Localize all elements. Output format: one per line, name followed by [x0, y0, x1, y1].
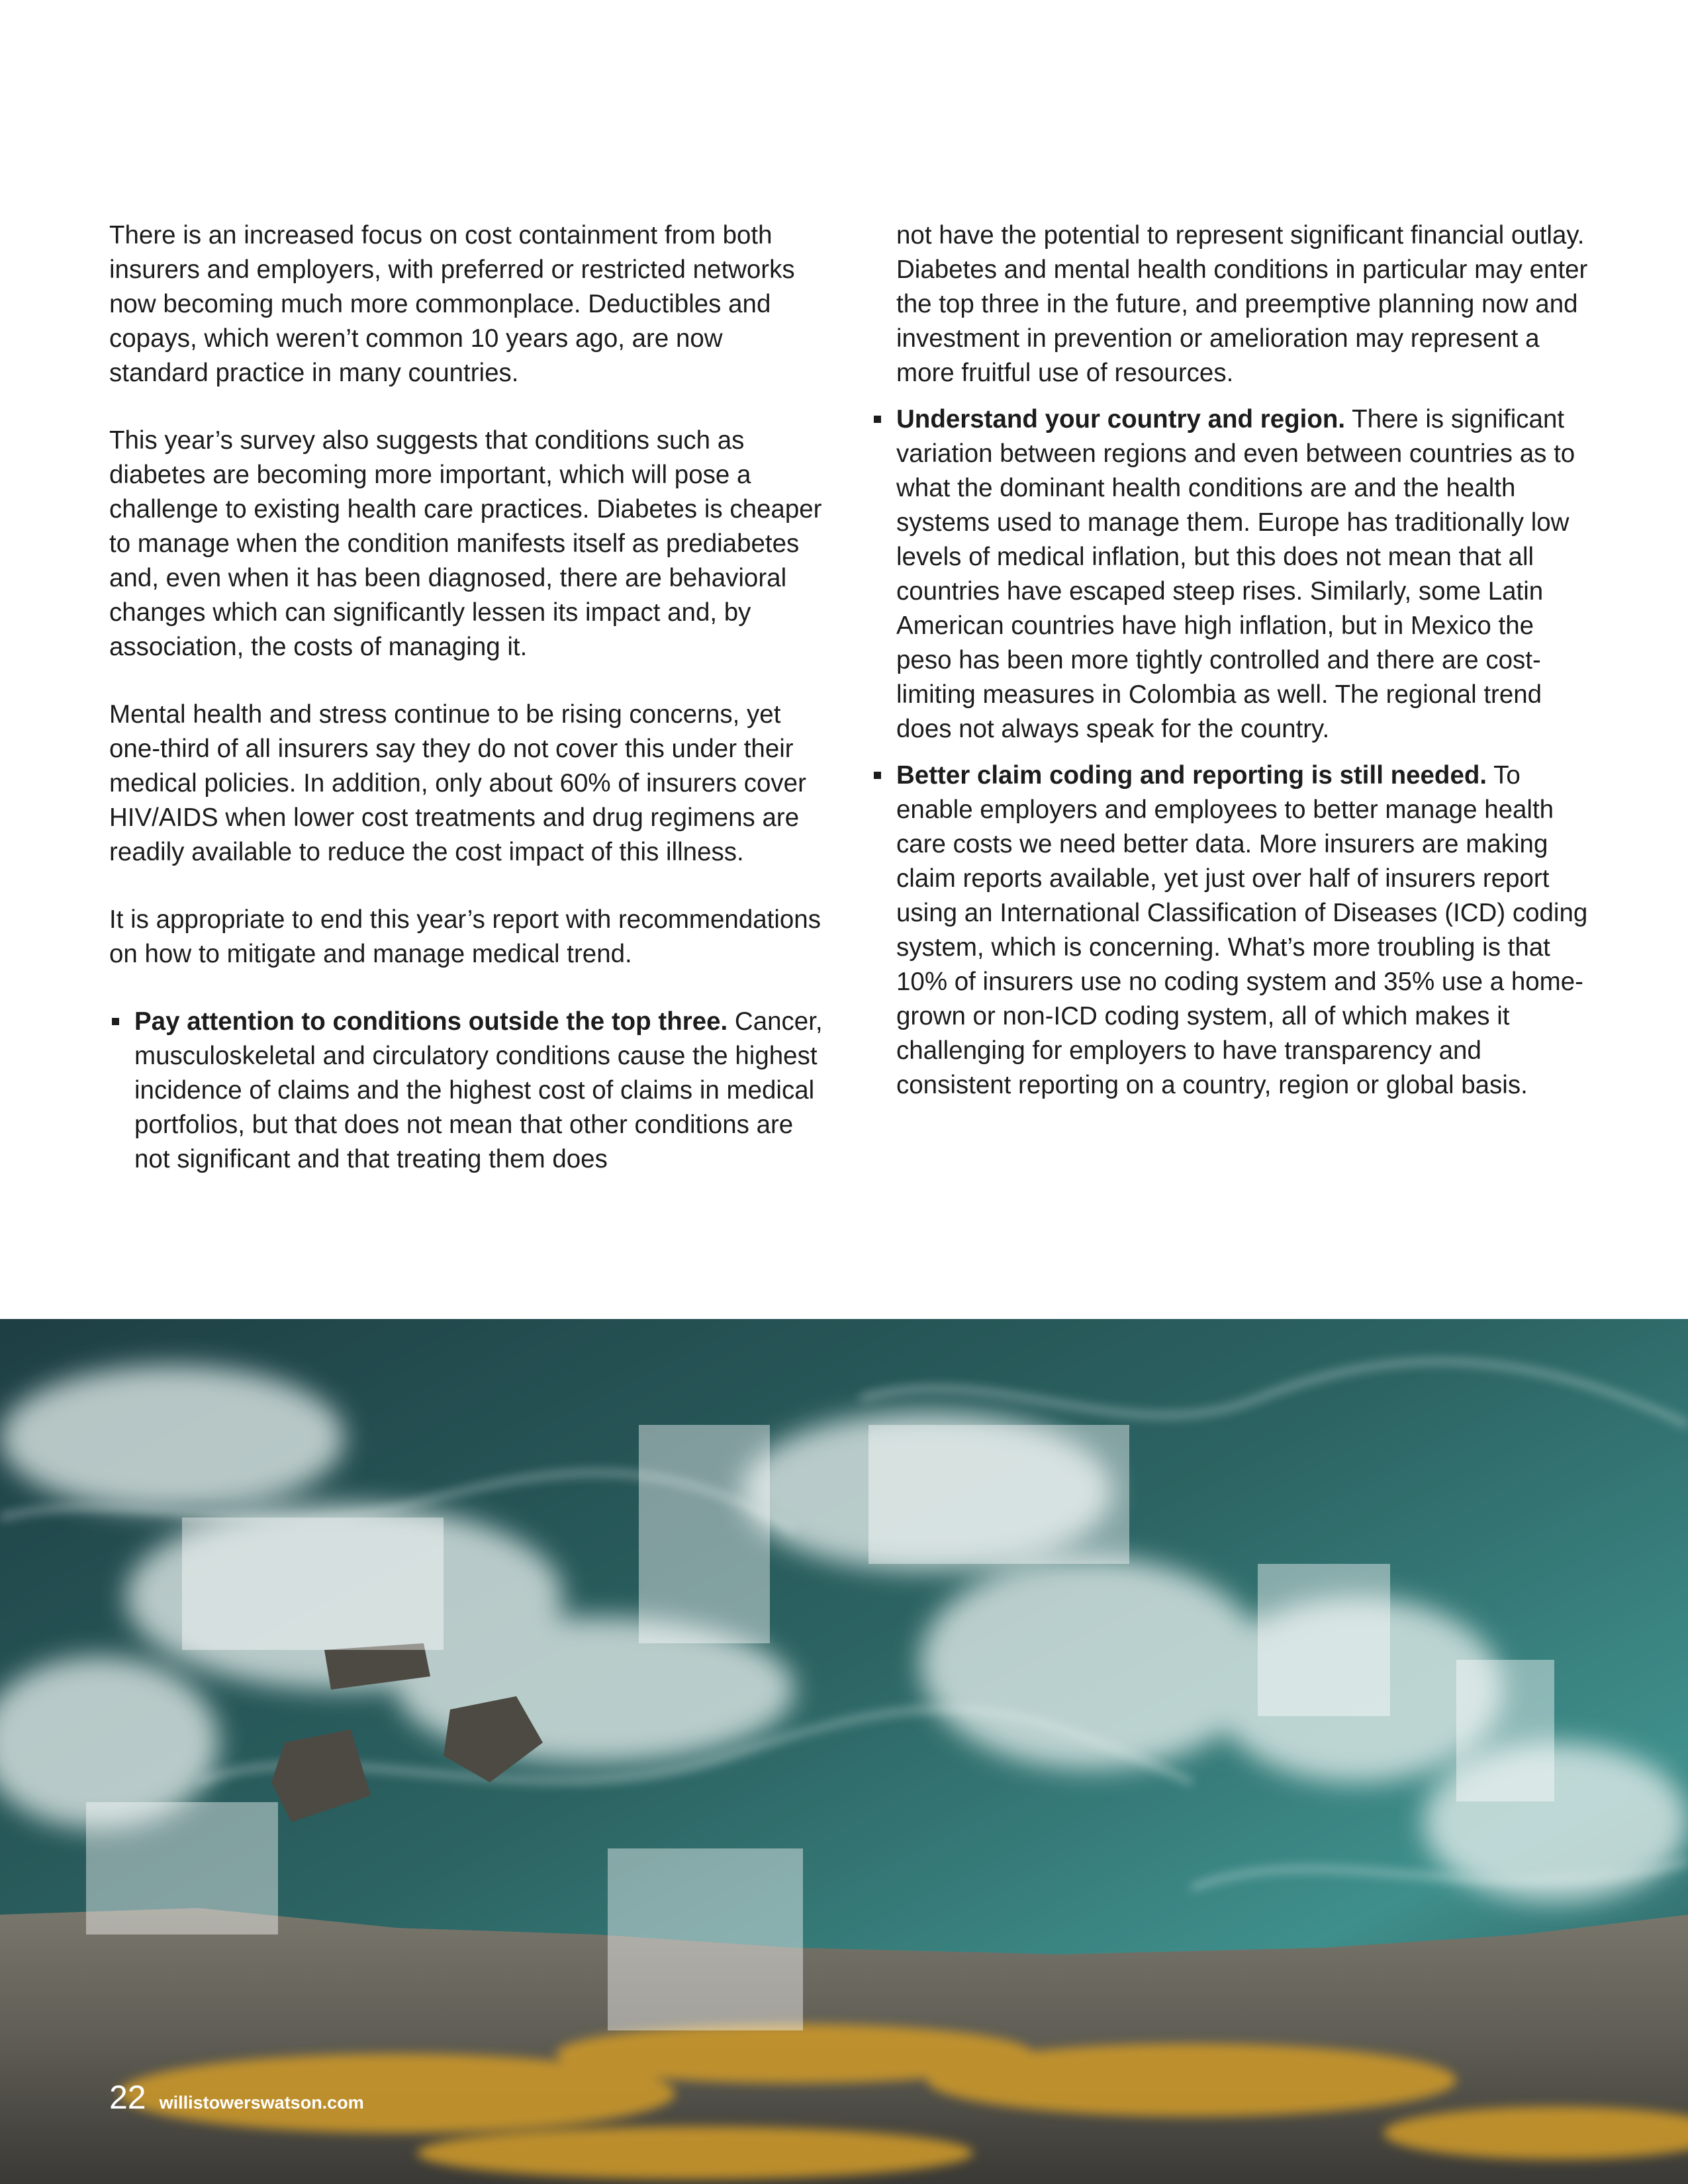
bullet-title: Understand your country and region.: [896, 405, 1346, 433]
bullet-square-icon: [874, 772, 881, 779]
bullet-square-icon: [874, 416, 881, 423]
page-number: 22: [109, 2079, 146, 2116]
paragraph-mental-health: Mental health and stress continue to be rising concerns, yet one-third of all insurers say they do not cover this under their medical policies. In addition, only about 60% of insurers cover HIV/AIDS when lower cost treatments and drug regimens are readily available to reduce the cost impact of this illness.: [109, 700, 806, 866]
bullet-text: There is significant variation between regions and even between countries as to what the dominant health conditions are and the health systems used to manage them. Europe has traditionally low levels of medical inflation, but this does not mean that all countries have escaped steep rises. Similarly, some Latin American countries have high inflation, but in Mexico the peso has been more tightly controlled and there are cost-limiting measures in Colombia as well. The regional trend does not always speak for the country.: [896, 405, 1575, 743]
website-url: willistowerswatson.com: [159, 2093, 364, 2113]
paragraph-recommendations-intro: It is appropriate to end this year’s report with recommendations on how to mitigate and manage medical trend.: [109, 905, 821, 968]
aerial-ocean-photo: [0, 1319, 1688, 2184]
bullet-claim-coding: [871, 758, 1593, 1103]
left-text-column: [109, 218, 827, 1189]
bullet-text: not have the potential to represent significant financial outlay. Diabetes and mental health conditions in particular may enter the top three in the future, and preemptive planning now and investment in prevention or amelioration may represent a more fruitful use of resources.: [896, 221, 1588, 387]
bullet-conditions-outside-top-three: [109, 1005, 827, 1177]
bullet-square-icon: [112, 1018, 119, 1025]
paragraph-cost-containment: There is an increased focus on cost containment from both insurers and employers, with preferred or restricted networks now becoming much more commonplace. Deductibles and copays, which weren’t common 10 years ago, are now standard practice in many countries.: [109, 221, 795, 387]
bullet-text: To enable employers and employees to better manage health care costs we need better data. More insurers are making claim reports available, yet just over half of insurers report using an International Classification of Diseases (ICD) coding system, which is concerning. What’s more troubling is that 10% of insurers use no coding system and 35% use a home-grown or non-ICD coding system, all of which makes it challenging for employers to have transparency and consistent reporting on a country, region or global basis.: [896, 761, 1588, 1099]
page-footer: [109, 2078, 364, 2116]
bullet-title: Better claim coding and reporting is still needed.: [896, 761, 1487, 790]
paragraph-diabetes: This year’s survey also suggests that conditions such as diabetes are becoming more important, which will pose a challenge to existing health care practices. Diabetes is cheaper to manage when the condition manifests itself as prediabetes and, even when it has been diagnosed, there are behavioral changes which can significantly lessen its impact and, by association, the costs of managing it.: [109, 426, 822, 661]
bullet-country-and-region: [871, 402, 1593, 747]
bullet-text: Cancer, musculoskeletal and circulatory conditions cause the highest incidence of claims and the highest cost of claims in medical portfolios, but that does not mean that other conditions are not significant and that treating them does: [134, 1007, 823, 1173]
bullet-title: Pay attention to conditions outside the top three.: [134, 1007, 728, 1036]
ocean-illustration: [0, 1319, 1688, 2184]
bullet-continuation: [871, 218, 1593, 390]
right-text-column: [871, 218, 1593, 1115]
